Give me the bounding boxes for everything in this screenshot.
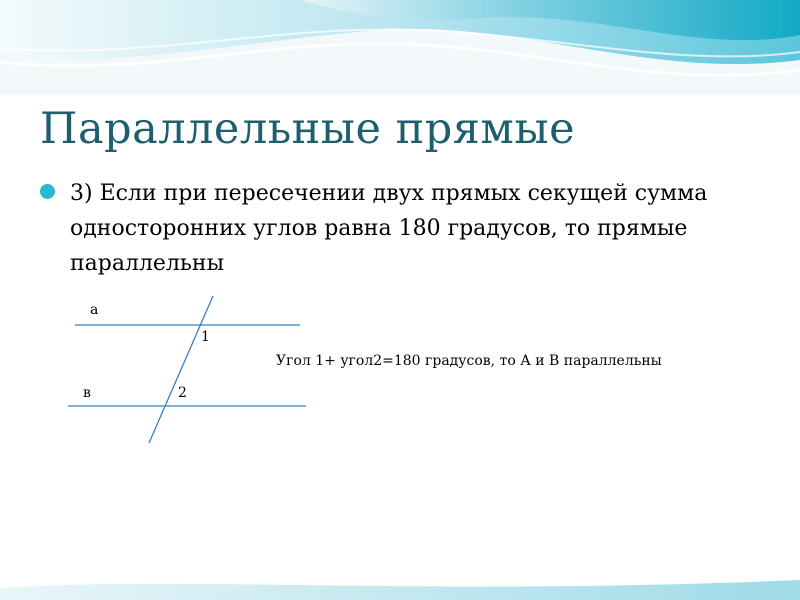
bullet-dot-icon: [40, 184, 55, 199]
slide-title: Параллельные прямые: [40, 104, 576, 154]
line-b-label: в: [83, 385, 91, 401]
line-a-label: а: [90, 302, 99, 318]
top-wave-decoration: [0, 0, 800, 95]
angle-1-label: 1: [201, 329, 210, 345]
parallel-lines-diagram: [60, 290, 320, 450]
conclusion-text: Угол 1+ угол2=180 градусов, то А и В параллельны: [276, 353, 662, 369]
bullet-text: 3) Если при пересечении двух прямых секущей сумма односторонних углов равна 180 градусов, то прямые параллельны: [70, 181, 708, 276]
transversal-line: [149, 296, 213, 443]
angle-2-label: 2: [178, 385, 187, 401]
bottom-wave-decoration: [0, 570, 800, 600]
